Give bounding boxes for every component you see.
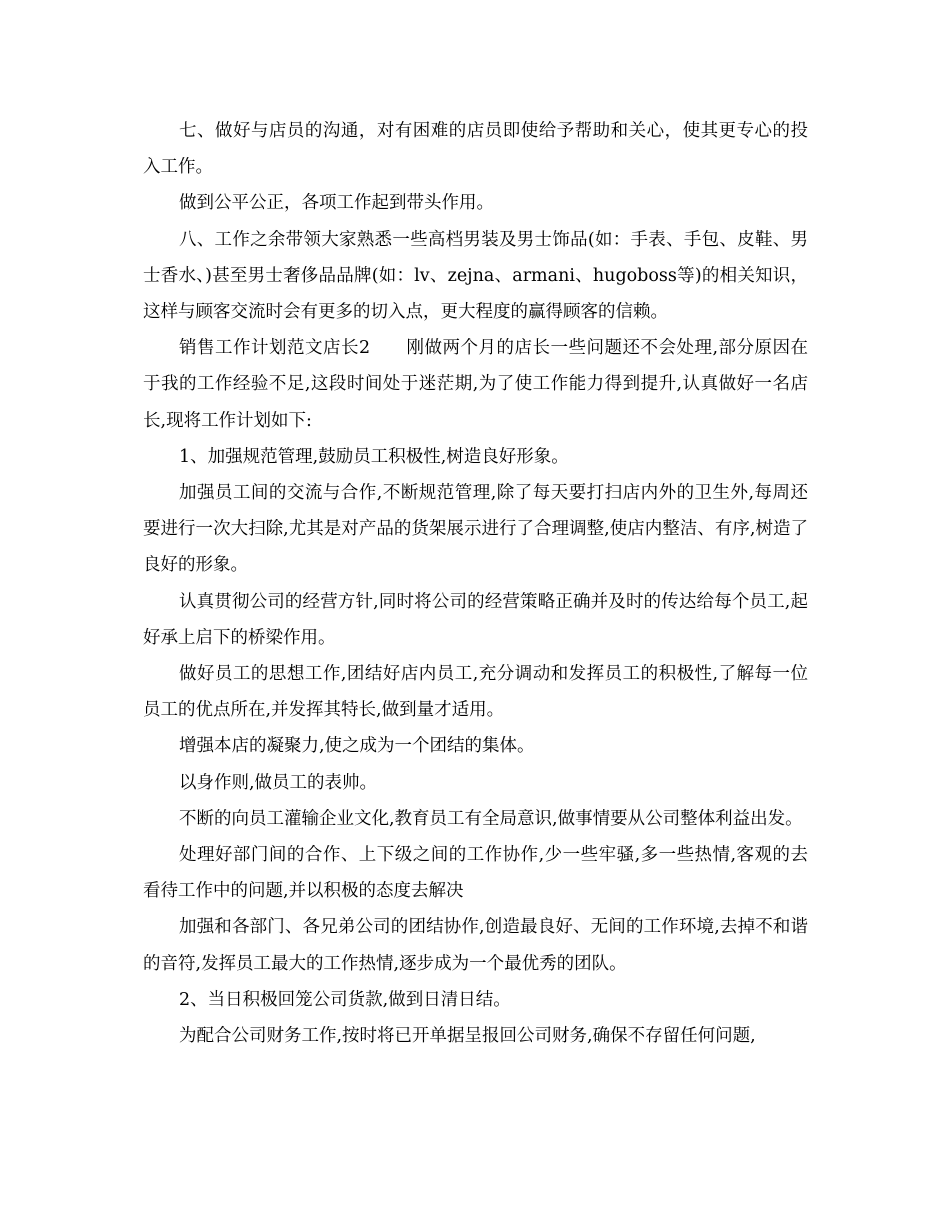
paragraph-staff-cooperation: 加强员工间的交流与合作,不断规范管理,除了每天要打扫店内外的卫生外,每周还要进行一次大扫除,尤其是对产品的货架展示进行了合理调整,使店内整洁、有序,树造了良好的形象。 <box>143 483 808 576</box>
paragraph-8-brand-knowledge: 八、工作之余带领大家熟悉一些高档男装及男士饰品(如：手表、手包、皮鞋、男士香水、)甚至男士奢侈品品牌(如：lv、zejna、armani、hugoboss等)的相关知识，这样与顾客交流时会有更多的切入点，更大程度的赢得顾客的信赖。 <box>143 229 808 323</box>
paragraph-company-policy: 认真贯彻公司的经营方针,同时将公司的经营策略正确并及时的传达给每个员工,起好承上启下的桥梁作用。 <box>143 591 808 648</box>
paragraph-heading-1: 1、加强规范管理,鼓励员工积极性,树造良好形象。 <box>179 446 569 467</box>
paragraph-cohesion: 增强本店的凝聚力,使之成为一个团结的集体。 <box>179 736 535 757</box>
paragraph-corporate-culture: 不断的向员工灌输企业文化,教育员工有全局意识,做事情要从公司整体利益出发。 <box>179 808 803 829</box>
paragraph-staff-morale: 做好员工的思想工作,团结好店内员工,充分调动和发挥员工的积极性,了解每一位员工的优点所在,并发挥其特长,做到量才适用。 <box>143 664 808 721</box>
paragraph-7-communication: 七、做好与店员的沟通，对有困难的店员即使给予帮助和关心，使其更专心的投入工作。 <box>143 121 808 178</box>
paragraph-team-unity: 加强和各部门、各兄弟公司的团结协作,创造最良好、无间的工作环境,去掉不和谐的音符,发挥员工最大的工作热情,逐步成为一个最优秀的团队。 <box>143 917 808 974</box>
paragraph-heading-2: 2、当日积极回笼公司货款,做到日清日结。 <box>179 989 511 1010</box>
paragraph-finance-cooperation: 为配合公司财务工作,按时将已开单据呈报回公司财务,确保不存留任何问题, <box>179 1026 756 1047</box>
paragraph-lead-by-example: 以身作则,做员工的表帅。 <box>179 772 378 793</box>
paragraph-plan-2-intro: 销售工作计划范文店长2 刚做两个月的店长一些问题还不会处理,部分原因在于我的工作经验不足,这段时间处于迷茫期,为了使工作能力得到提升,认真做好一名店长,现将工作计划如下: <box>143 338 808 431</box>
document-body <box>143 113 808 1054</box>
paragraph-fairness: 做到公平公正，各项工作起到带头作用。 <box>179 193 494 214</box>
paragraph-department-cooperation: 处理好部门间的合作、上下级之间的工作协作,少一些牢骚,多一些热情,客观的去看待工作中的问题,并以积极的态度去解决 <box>143 845 808 902</box>
